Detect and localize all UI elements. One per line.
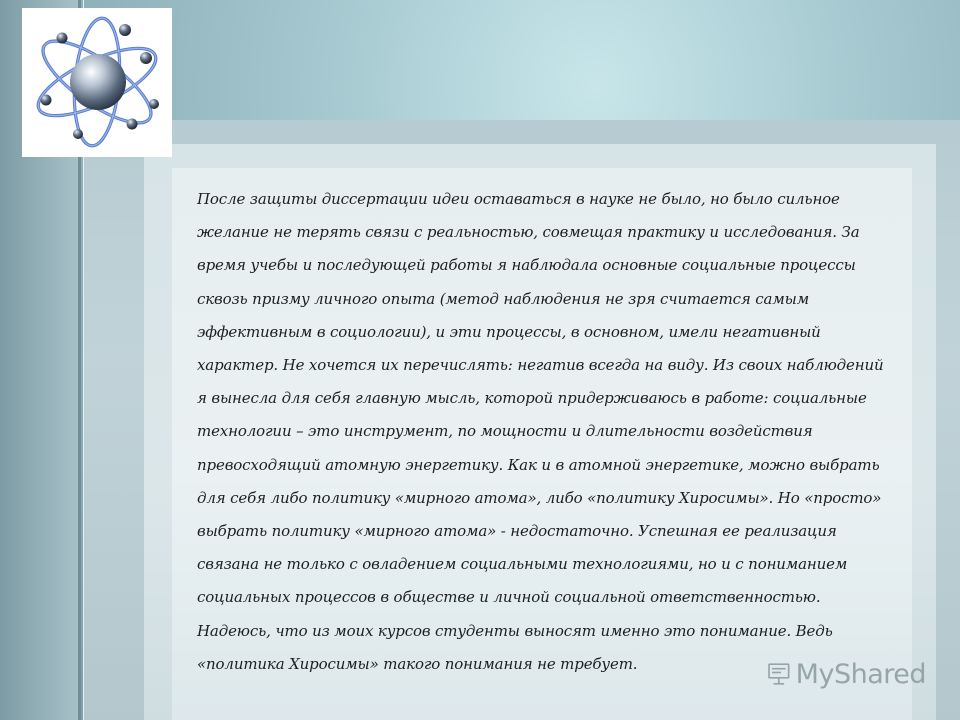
text-line: выбрать политику «мирного атома» - недостаточно. Успешная ее реализация (197, 522, 837, 541)
text-line: для себя либо политику «мирного атома», либо «политику Хиросимы». Но «просто» (197, 488, 882, 507)
text-line: время учебы и последующей работы я наблюдала основные социальные процессы (197, 256, 856, 275)
text-line: «политика Хиросимы» такого понимания не требует. (197, 654, 638, 673)
atom-logo (22, 8, 172, 157)
slide-body-text (197, 183, 915, 681)
text-line: социальных процессов в обществе и личной социальной ответственностью. (197, 588, 821, 607)
text-line: желание не терять связи с реальностью, совмещая практику и исследования. За (197, 223, 860, 242)
text-line: сквозь призму личного опыта (метод наблюдения не зря считается самым (197, 289, 809, 308)
text-line: эффективным в социологии), и эти процессы, в основном, имели негативный (197, 322, 821, 341)
text-line: я вынесла для себя главную мысль, которой придерживаюсь в работе: социальные (197, 389, 867, 408)
text-line: После защиты диссертации идеи оставаться в науке не было, но было сильное (197, 190, 840, 208)
watermark-text: MyShared (795, 658, 926, 690)
myshared-watermark (766, 654, 926, 694)
presentation-board-icon (766, 657, 792, 691)
text-line: характер. Не хочется их перечислять: негатив всегда на виду. Из своих наблюдений (197, 356, 884, 375)
text-line: Надеюсь, что из моих курсов студенты выносят именно это понимание. Ведь (197, 621, 833, 640)
atom-icon (22, 8, 172, 157)
text-line: технологии – это инструмент, по мощности и длительности воздействия (197, 422, 813, 441)
text-line: превосходящий атомную энергетику. Как и в атомной энергетике, можно выбрать (197, 455, 880, 474)
text-line: связана не только с овладением социальными технологиями, но и с пониманием (197, 555, 848, 574)
